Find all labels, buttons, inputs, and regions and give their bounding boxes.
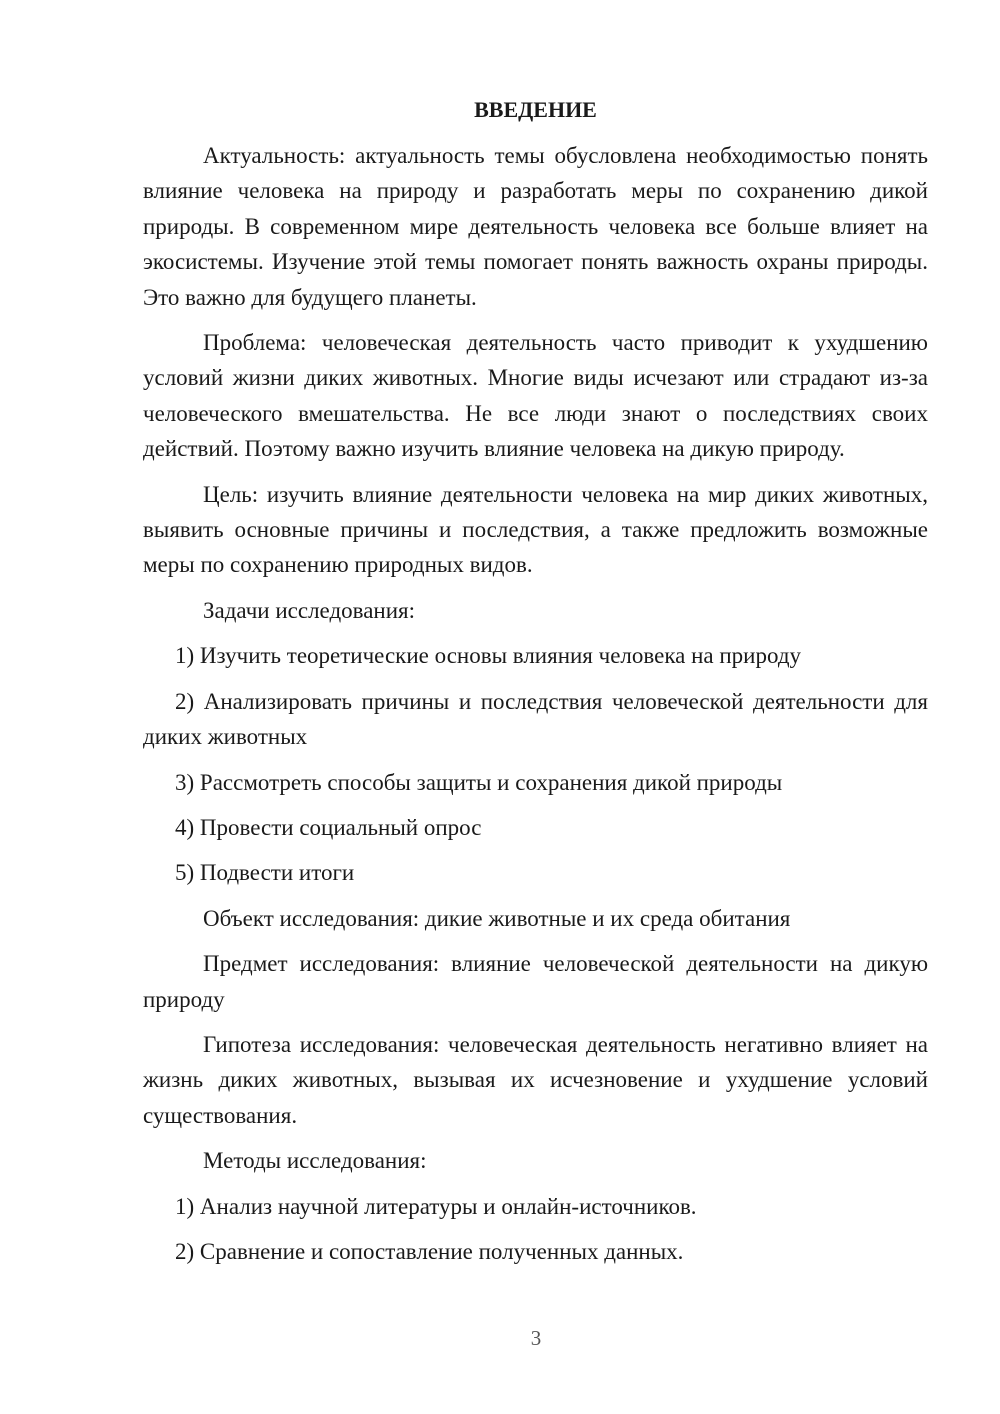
relevance-paragraph: Актуальность: актуальность темы обусловлена необходимостью понять влияние человека на природу и разработать меры по сохранению дикой природы. В современном мире деятельность человека все больше влияет на экосистемы. Изучение этой темы помогает понять важность охраны природы. Это важно для будущего планеты. (143, 143, 928, 310)
object-paragraph: Объект исследования: дикие животные и их среда обитания (203, 905, 791, 931)
page-title: ВВЕДЕНИЕ (474, 97, 597, 122)
task-item: 4) Провести социальный опрос (175, 814, 482, 840)
hypothesis-paragraph: Гипотеза исследования: человеческая деятельность негативно влияет на жизнь диких животных, вызывая их исчезновение и ухудшение условий существования. (143, 1031, 928, 1128)
tasks-heading: Задачи исследования: (203, 597, 416, 623)
method-item: 2) Сравнение и сопоставление полученных данных. (175, 1238, 684, 1264)
task-item: 1) Изучить теоретические основы влияния человека на природу (175, 643, 802, 669)
subject-paragraph: Предмет исследования: влияние человеческой деятельности на дикую природу (143, 951, 928, 1012)
methods-heading: Методы исследования: (203, 1148, 427, 1174)
problem-paragraph: Проблема: человеческая деятельность часто приводит к ухудшению условий жизни диких животных. Многие виды исчезают или страдают из-за человеческого вмешательства. Не все люди знают о последствиях своих действий. Поэтому важно изучить влияние человека на дикую природу. (143, 330, 928, 462)
task-item: 5) Подвести итоги (175, 860, 355, 886)
task-item: 3) Рассмотреть способы защиты и сохранения дикой природы (175, 769, 783, 795)
task-item: 2) Анализировать причины и последствия человеческой деятельности для диких животных (143, 688, 928, 750)
goal-paragraph: Цель: изучить влияние деятельности человека на мир диких животных, выявить основные причины и последствия, а также предложить возможные меры по сохранению природных видов. (143, 481, 928, 578)
method-item: 1) Анализ научной литературы и онлайн-источников. (175, 1193, 697, 1219)
document-page (143, 92, 928, 1279)
page-number: 3 (530, 1326, 542, 1350)
